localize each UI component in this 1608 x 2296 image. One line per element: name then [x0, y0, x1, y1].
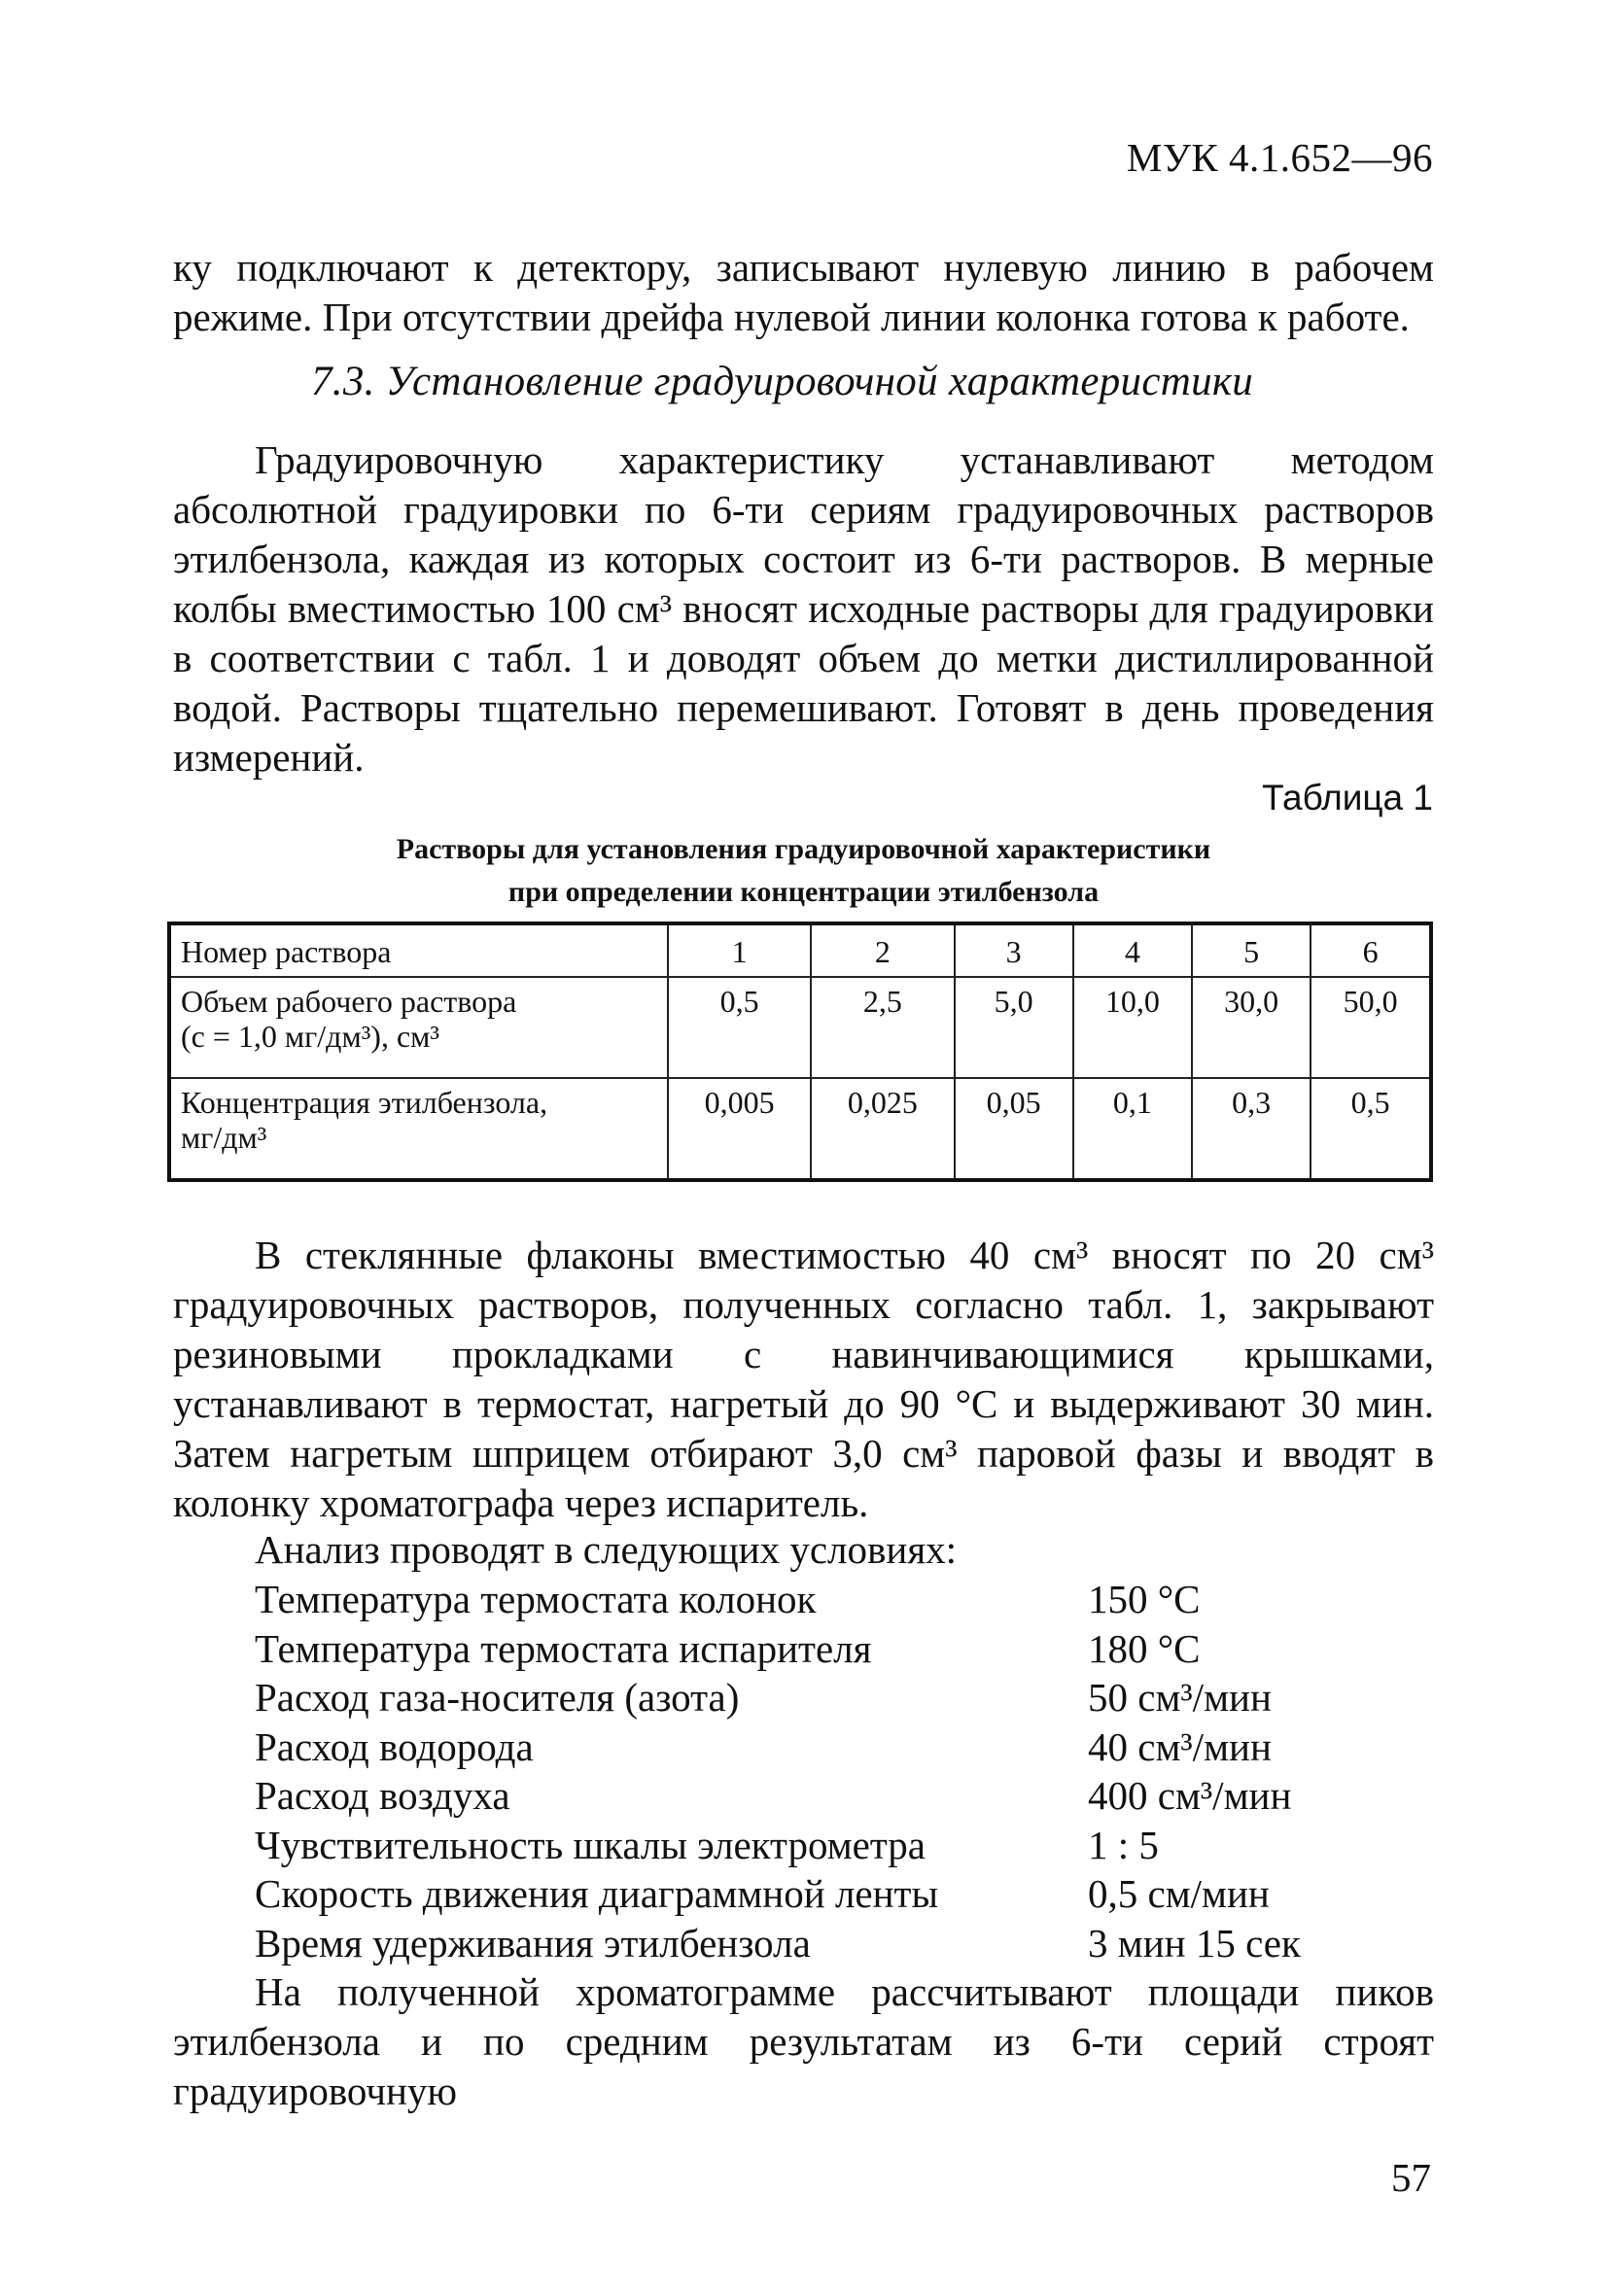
table-title	[173, 828, 1434, 914]
table-row	[169, 923, 1431, 977]
table-cell: 2,5	[811, 977, 954, 1078]
table-title-line-2: при определении концентрации этилбензола	[507, 876, 1100, 908]
list-item	[255, 1919, 1334, 1968]
table-cell: 0,005	[668, 1078, 811, 1180]
row-label-line-2: мг/дм³	[181, 1120, 267, 1155]
condition-name: Температура термостата колонок	[255, 1577, 817, 1621]
condition-value: 150 °С	[1088, 1577, 1201, 1621]
list-item	[255, 1722, 1334, 1772]
row-label-ethylbenzene-concentration	[169, 1078, 668, 1180]
table-cell: 0,1	[1073, 1078, 1192, 1180]
table-cell: 0,5	[668, 977, 811, 1078]
table-cell: 6	[1311, 923, 1431, 977]
paragraph-column-setup: ку подключают к детектору, записывают нулевую линию в рабочем режиме. При отсутствии дрейфа нулевой линии колонка готова к работе.	[173, 245, 1434, 339]
table-label: Таблица 1	[1262, 778, 1433, 818]
condition-value: 0,5 см/мин	[1088, 1871, 1270, 1916]
list-item	[255, 1771, 1334, 1821]
table-cell: 0,5	[1311, 1078, 1431, 1180]
conditions-intro: Анализ проводят в следующих условиях:	[255, 1527, 958, 1572]
section-heading: 7.3. Установление градуировочной характеристики	[311, 359, 1254, 404]
row-label-line-2: (с = 1,0 мг/дм³), см³	[181, 1019, 439, 1054]
row-label-line-1: Концентрация этилбензола,	[181, 1085, 548, 1120]
condition-name: Расход газа-носителя (азота)	[255, 1675, 740, 1720]
table-title-line-1: Растворы для установления градуировочной характеристики	[396, 833, 1211, 865]
condition-name: Время удерживания этилбензола	[255, 1920, 811, 1966]
list-item	[255, 1575, 1334, 1624]
condition-name: Расход водорода	[255, 1723, 534, 1769]
table-cell: 0,3	[1192, 1078, 1311, 1180]
condition-name: Температура термостата испарителя	[255, 1625, 872, 1671]
condition-value: 1 : 5	[1088, 1822, 1159, 1867]
list-item	[255, 1673, 1334, 1722]
row-label-solution-number: Номер раствора	[169, 923, 668, 977]
table-cell: 5	[1192, 923, 1311, 977]
table-cell: 10,0	[1073, 977, 1192, 1078]
calibration-solutions-table	[167, 922, 1433, 1182]
condition-name: Расход воздуха	[255, 1773, 510, 1818]
paragraph-calibration-curve: На полученной хроматограмме рассчитывают площади пиков этилбензола и по средним результатам из 6-ти серий строят градуировочную	[173, 1969, 1434, 2113]
table-row	[169, 1078, 1431, 1180]
table-cell: 2	[811, 923, 954, 977]
table-cell: 0,025	[811, 1078, 954, 1180]
table-cell: 50,0	[1311, 977, 1431, 1078]
table-cell: 0,05	[955, 1078, 1073, 1180]
row-label-line-1: Объем рабочего раствора	[181, 984, 517, 1019]
page-number: 57	[1391, 2155, 1431, 2200]
list-item	[255, 1624, 1334, 1674]
row-label-working-solution-volume	[169, 977, 668, 1078]
table-cell: 3	[955, 923, 1073, 977]
table-cell: 5,0	[955, 977, 1073, 1078]
list-item	[255, 1869, 1334, 1919]
table-row	[169, 977, 1431, 1078]
condition-value: 40 см³/мин	[1088, 1723, 1272, 1769]
condition-value: 50 см³/мин	[1088, 1675, 1272, 1720]
paragraph-calibration-method: Градуировочную характеристику устанавливают методом абсолютной градуировки по 6-ти сериям градуировочных растворов этилбензола, каждая из которых состоит из 6-ти растворов. В мерные колбы вместимостью 100 см³ вносят исходные растворы для градуировки в соответствии с табл. 1 и доводят объем до метки дистиллированной водой. Растворы тщательно перемешивают. Готовят в день проведения измерений.	[173, 437, 1434, 780]
condition-value: 3 мин 15 сек	[1088, 1920, 1301, 1966]
document-code: МУК 4.1.652—96	[1126, 135, 1433, 180]
table-cell: 4	[1073, 923, 1192, 977]
analysis-conditions-list	[255, 1575, 1334, 1967]
condition-value: 180 °С	[1088, 1625, 1201, 1671]
condition-name: Чувствительность шкалы электрометра	[255, 1822, 926, 1867]
table-cell: 30,0	[1192, 977, 1311, 1078]
list-item	[255, 1821, 1334, 1870]
condition-name: Скорость движения диаграммной ленты	[255, 1871, 939, 1916]
condition-value: 400 см³/мин	[1088, 1773, 1292, 1818]
table-cell: 1	[668, 923, 811, 977]
paragraph-vial-preparation: В стеклянные флаконы вместимостью 40 см³ вносят по 20 см³ градуировочных растворов, полученных согласно табл. 1, закрывают резиновыми прокладками с навинчивающимися крышками, устанавливают в термостат, нагретый до 90 °С и выдерживают 30 мин. Затем нагретым шприцем отбирают 3,0 см³ паровой фазы и вводят в колонку хроматографа через испаритель.	[173, 1233, 1434, 1525]
